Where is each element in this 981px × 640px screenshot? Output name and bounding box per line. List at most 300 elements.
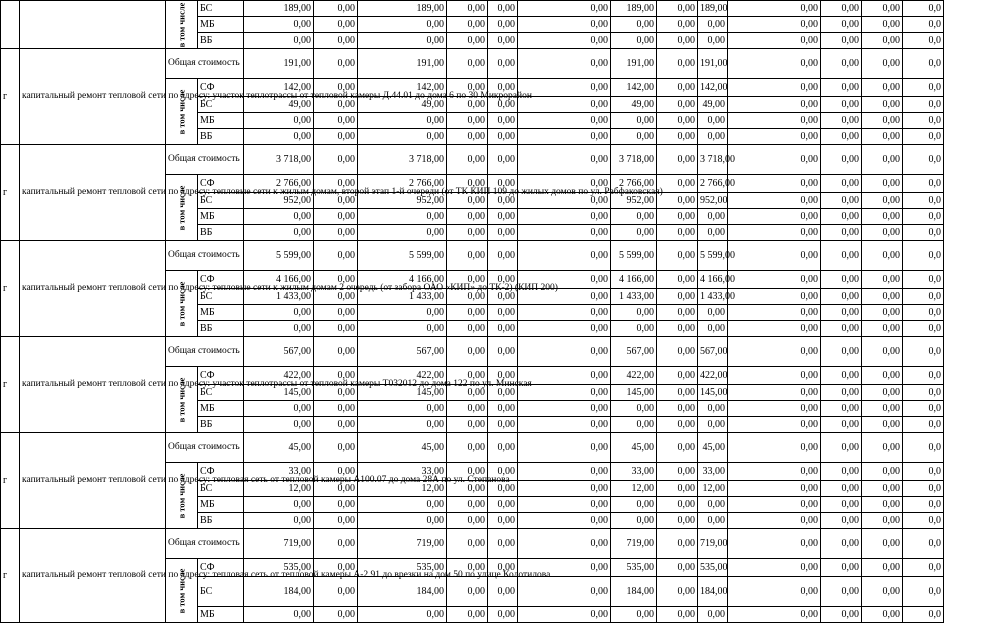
value-cell: 0,00 <box>821 113 862 129</box>
value-cell: 0,00 <box>358 33 447 49</box>
value-cell: 184,00 <box>611 577 657 607</box>
value-cell: 0,00 <box>314 209 358 225</box>
value-cell: 0,00 <box>447 193 488 209</box>
row-marker: г <box>1 145 20 241</box>
source-code-cell: МБ <box>198 607 244 623</box>
value-cell: 5 599,00 <box>611 241 657 271</box>
value-cell: 12,00 <box>611 481 657 497</box>
value-cell: 0,00 <box>657 145 698 175</box>
value-cell: 0,00 <box>821 289 862 305</box>
value-cell: 0,0 <box>903 463 944 481</box>
including-label-cell <box>166 79 198 145</box>
value-cell: 952,00 <box>358 193 447 209</box>
value-cell: 0,00 <box>821 559 862 577</box>
value-cell: 0,00 <box>657 271 698 289</box>
value-cell: 0,00 <box>358 225 447 241</box>
value-cell: 0,0 <box>903 1 944 17</box>
value-cell: 0,00 <box>358 513 447 529</box>
value-cell: 422,00 <box>611 367 657 385</box>
value-cell: 0,00 <box>862 337 903 367</box>
value-cell: 0,00 <box>488 607 518 623</box>
value-cell: 0,00 <box>314 175 358 193</box>
value-cell: 5 599,00 <box>244 241 314 271</box>
value-cell: 0,00 <box>657 481 698 497</box>
value-cell: 0,00 <box>518 401 611 417</box>
value-cell: 0,00 <box>728 385 821 401</box>
value-cell: 0,00 <box>488 433 518 463</box>
value-cell: 0,00 <box>728 513 821 529</box>
value-cell: 0,00 <box>821 129 862 145</box>
value-cell: 45,00 <box>358 433 447 463</box>
value-cell: 0,00 <box>314 241 358 271</box>
value-cell: 0,00 <box>728 497 821 513</box>
value-cell: 0,00 <box>657 513 698 529</box>
value-cell: 0,00 <box>488 97 518 113</box>
value-cell: 0,00 <box>488 79 518 97</box>
value-cell: 0,00 <box>657 175 698 193</box>
value-cell: 0,00 <box>488 49 518 79</box>
value-cell: 0,00 <box>698 17 728 33</box>
value-cell: 719,00 <box>358 529 447 559</box>
value-cell: 0,00 <box>821 385 862 401</box>
value-cell: 189,00 <box>698 1 728 17</box>
value-cell: 952,00 <box>611 193 657 209</box>
value-cell: 0,00 <box>488 401 518 417</box>
value-cell: 0,00 <box>518 129 611 145</box>
value-cell: 0,00 <box>821 209 862 225</box>
value-cell: 0,00 <box>611 401 657 417</box>
value-cell: 0,00 <box>358 321 447 337</box>
value-cell: 0,00 <box>488 481 518 497</box>
value-cell: 0,00 <box>728 417 821 433</box>
value-cell: 0,00 <box>728 577 821 607</box>
value-cell: 0,00 <box>821 305 862 321</box>
value-cell: 145,00 <box>698 385 728 401</box>
value-cell: 0,00 <box>314 129 358 145</box>
source-code-cell: ВБ <box>198 225 244 241</box>
value-cell: 0,00 <box>862 401 903 417</box>
value-cell: 0,00 <box>657 241 698 271</box>
value-cell: 0,00 <box>358 305 447 321</box>
value-cell: 535,00 <box>244 559 314 577</box>
value-cell: 49,00 <box>698 97 728 113</box>
value-cell: 535,00 <box>698 559 728 577</box>
source-code-cell: МБ <box>198 401 244 417</box>
row-marker: г <box>1 241 20 337</box>
value-cell: 0,00 <box>447 497 488 513</box>
value-cell: 0,00 <box>518 367 611 385</box>
value-cell: 189,00 <box>244 1 314 17</box>
value-cell: 0,00 <box>821 433 862 463</box>
value-cell: 0,00 <box>518 49 611 79</box>
row-marker: г <box>1 529 20 623</box>
value-cell: 0,00 <box>821 367 862 385</box>
row-marker: г <box>1 49 20 145</box>
table-row-total <box>1 49 981 79</box>
value-cell: 0,00 <box>518 497 611 513</box>
value-cell: 0,00 <box>314 577 358 607</box>
value-cell: 0,00 <box>862 209 903 225</box>
value-cell: 0,00 <box>314 417 358 433</box>
value-cell: 0,00 <box>821 17 862 33</box>
total-cost-label: Общая стоимость <box>166 433 244 463</box>
value-cell: 0,00 <box>611 497 657 513</box>
value-cell: 1 433,00 <box>358 289 447 305</box>
value-cell: 0,00 <box>657 17 698 33</box>
value-cell: 0,00 <box>862 321 903 337</box>
value-cell: 719,00 <box>244 529 314 559</box>
value-cell: 0,00 <box>611 607 657 623</box>
source-code-cell: БС <box>198 385 244 401</box>
value-cell: 0,00 <box>862 113 903 129</box>
value-cell: 0,00 <box>518 271 611 289</box>
value-cell: 422,00 <box>358 367 447 385</box>
value-cell: 567,00 <box>611 337 657 367</box>
value-cell: 0,00 <box>862 1 903 17</box>
source-code-cell: СФ <box>198 559 244 577</box>
value-cell: 142,00 <box>244 79 314 97</box>
value-cell: 0,00 <box>447 607 488 623</box>
including-label-cell <box>166 175 198 241</box>
source-code-cell: БС <box>198 481 244 497</box>
value-cell: 4 166,00 <box>244 271 314 289</box>
value-cell: 0,00 <box>821 529 862 559</box>
work-description: капитальный ремонт тепловой сети по адресу: участок теплотрассы от тепловой камеры Т032012 до дома 122 по ул. Минская <box>20 337 166 433</box>
including-label: в том числе <box>176 185 186 230</box>
value-cell: 0,00 <box>821 49 862 79</box>
value-cell: 145,00 <box>358 385 447 401</box>
value-cell: 0,00 <box>657 33 698 49</box>
value-cell: 0,00 <box>488 497 518 513</box>
value-cell: 3 718,00 <box>358 145 447 175</box>
value-cell: 0,00 <box>821 145 862 175</box>
value-cell: 0,00 <box>488 241 518 271</box>
value-cell: 0,00 <box>518 113 611 129</box>
value-cell: 1 433,00 <box>244 289 314 305</box>
value-cell: 0,00 <box>518 607 611 623</box>
value-cell: 0,00 <box>728 271 821 289</box>
value-cell: 0,00 <box>698 33 728 49</box>
value-cell: 0,0 <box>903 577 944 607</box>
value-cell: 0,00 <box>862 17 903 33</box>
value-cell: 0,00 <box>862 49 903 79</box>
value-cell: 0,00 <box>698 497 728 513</box>
value-cell: 0,00 <box>488 1 518 17</box>
value-cell: 0,00 <box>611 113 657 129</box>
value-cell: 0,0 <box>903 17 944 33</box>
value-cell: 0,00 <box>821 241 862 271</box>
value-cell: 12,00 <box>358 481 447 497</box>
value-cell: 0,00 <box>518 33 611 49</box>
source-code-cell: ВБ <box>198 321 244 337</box>
value-cell: 0,00 <box>244 497 314 513</box>
value-cell: 2 766,00 <box>698 175 728 193</box>
value-cell: 0,00 <box>862 433 903 463</box>
value-cell: 0,00 <box>358 17 447 33</box>
value-cell: 0,00 <box>518 433 611 463</box>
value-cell: 0,00 <box>728 175 821 193</box>
value-cell: 0,00 <box>518 209 611 225</box>
value-cell: 0,00 <box>518 305 611 321</box>
including-label: в том числе <box>176 377 186 422</box>
value-cell: 0,00 <box>244 209 314 225</box>
source-code-cell: МБ <box>198 17 244 33</box>
value-cell: 0,00 <box>518 529 611 559</box>
blank-cell <box>1 1 20 49</box>
value-cell: 0,00 <box>728 129 821 145</box>
value-cell: 0,00 <box>657 367 698 385</box>
value-cell: 0,00 <box>698 225 728 241</box>
value-cell: 0,00 <box>518 417 611 433</box>
value-cell: 0,0 <box>903 607 944 623</box>
value-cell: 0,00 <box>728 481 821 497</box>
value-cell: 5 599,00 <box>698 241 728 271</box>
value-cell: 0,00 <box>447 33 488 49</box>
value-cell: 0,00 <box>821 401 862 417</box>
value-cell: 0,00 <box>447 289 488 305</box>
value-cell: 0,00 <box>314 513 358 529</box>
value-cell: 0,00 <box>657 289 698 305</box>
value-cell: 0,00 <box>447 367 488 385</box>
value-cell: 0,00 <box>314 337 358 367</box>
value-cell: 0,00 <box>488 321 518 337</box>
row-marker: г <box>1 433 20 529</box>
value-cell: 422,00 <box>244 367 314 385</box>
value-cell: 0,00 <box>657 129 698 145</box>
value-cell: 0,00 <box>314 529 358 559</box>
value-cell: 191,00 <box>358 49 447 79</box>
source-code-cell: МБ <box>198 305 244 321</box>
value-cell: 0,00 <box>728 241 821 271</box>
value-cell: 0,00 <box>657 607 698 623</box>
value-cell: 0,00 <box>447 225 488 241</box>
value-cell: 0,00 <box>821 193 862 209</box>
value-cell: 0,00 <box>728 79 821 97</box>
including-label-cell <box>166 559 198 623</box>
value-cell: 145,00 <box>244 385 314 401</box>
total-cost-label: Общая стоимость <box>166 337 244 367</box>
value-cell: 0,00 <box>862 33 903 49</box>
source-code-cell: ВБ <box>198 417 244 433</box>
value-cell: 0,00 <box>447 463 488 481</box>
including-label: в том числе <box>176 89 186 134</box>
value-cell: 0,00 <box>488 271 518 289</box>
including-label-cell <box>166 271 198 337</box>
value-cell: 5 599,00 <box>358 241 447 271</box>
value-cell: 0,00 <box>447 433 488 463</box>
source-code-cell: СФ <box>198 79 244 97</box>
value-cell: 0,00 <box>447 241 488 271</box>
value-cell: 0,00 <box>358 607 447 623</box>
value-cell: 0,00 <box>244 17 314 33</box>
value-cell: 0,00 <box>611 417 657 433</box>
value-cell: 0,00 <box>314 433 358 463</box>
value-cell: 0,0 <box>903 97 944 113</box>
value-cell: 0,00 <box>821 321 862 337</box>
value-cell: 0,00 <box>314 367 358 385</box>
value-cell: 0,00 <box>447 385 488 401</box>
source-code-cell: МБ <box>198 497 244 513</box>
value-cell: 0,0 <box>903 497 944 513</box>
value-cell: 0,00 <box>314 305 358 321</box>
value-cell: 0,00 <box>447 271 488 289</box>
value-cell: 0,00 <box>728 33 821 49</box>
value-cell: 0,00 <box>862 463 903 481</box>
value-cell: 0,0 <box>903 367 944 385</box>
value-cell: 1 433,00 <box>698 289 728 305</box>
value-cell: 184,00 <box>244 577 314 607</box>
value-cell: 0,00 <box>314 463 358 481</box>
value-cell: 0,00 <box>611 225 657 241</box>
value-cell: 0,0 <box>903 175 944 193</box>
table-row-total <box>1 241 981 271</box>
value-cell: 0,00 <box>314 481 358 497</box>
table-row-total <box>1 433 981 463</box>
value-cell: 0,00 <box>447 1 488 17</box>
value-cell: 0,00 <box>728 433 821 463</box>
value-cell: 0,00 <box>244 305 314 321</box>
value-cell: 0,00 <box>314 401 358 417</box>
value-cell: 0,00 <box>314 289 358 305</box>
value-cell: 33,00 <box>358 463 447 481</box>
value-cell: 0,00 <box>518 513 611 529</box>
work-description: капитальный ремонт тепловой сети по адресу: тепловые сети к жилым домам 2 очередь (от забора ОАО «КИП» до ТК-2) (КИП 200) <box>20 241 166 337</box>
value-cell: 0,0 <box>903 433 944 463</box>
value-cell: 0,0 <box>903 145 944 175</box>
value-cell: 0,00 <box>862 193 903 209</box>
value-cell: 0,00 <box>488 305 518 321</box>
value-cell: 0,0 <box>903 271 944 289</box>
table-row <box>1 1 981 17</box>
value-cell: 0,00 <box>862 241 903 271</box>
value-cell: 0,00 <box>657 79 698 97</box>
value-cell: 0,00 <box>728 145 821 175</box>
value-cell: 0,00 <box>447 417 488 433</box>
value-cell: 0,00 <box>488 17 518 33</box>
value-cell: 0,00 <box>862 497 903 513</box>
value-cell: 0,00 <box>358 113 447 129</box>
value-cell: 0,00 <box>862 513 903 529</box>
total-cost-label: Общая стоимость <box>166 241 244 271</box>
value-cell: 0,00 <box>518 97 611 113</box>
value-cell: 0,00 <box>447 209 488 225</box>
value-cell: 0,00 <box>447 481 488 497</box>
value-cell: 0,00 <box>728 289 821 305</box>
value-cell: 0,00 <box>862 289 903 305</box>
value-cell: 0,00 <box>244 33 314 49</box>
value-cell: 0,00 <box>657 209 698 225</box>
value-cell: 0,00 <box>728 337 821 367</box>
value-cell: 0,00 <box>862 79 903 97</box>
value-cell: 0,00 <box>821 33 862 49</box>
value-cell: 0,00 <box>488 367 518 385</box>
value-cell: 0,00 <box>862 129 903 145</box>
value-cell: 4 166,00 <box>698 271 728 289</box>
value-cell: 0,00 <box>314 193 358 209</box>
value-cell: 0,00 <box>518 559 611 577</box>
value-cell: 0,0 <box>903 289 944 305</box>
value-cell: 0,00 <box>447 305 488 321</box>
value-cell: 0,0 <box>903 385 944 401</box>
value-cell: 0,00 <box>314 33 358 49</box>
value-cell: 0,00 <box>611 305 657 321</box>
value-cell: 0,00 <box>728 607 821 623</box>
source-code-cell: ВБ <box>198 513 244 529</box>
including-label: в том числе <box>176 568 186 613</box>
value-cell: 2 766,00 <box>611 175 657 193</box>
value-cell: 0,0 <box>903 337 944 367</box>
value-cell: 0,00 <box>244 113 314 129</box>
value-cell: 0,00 <box>862 97 903 113</box>
value-cell: 0,00 <box>728 113 821 129</box>
value-cell: 3 718,00 <box>611 145 657 175</box>
value-cell: 0,00 <box>862 145 903 175</box>
value-cell: 0,00 <box>518 385 611 401</box>
value-cell: 0,00 <box>862 607 903 623</box>
value-cell: 535,00 <box>611 559 657 577</box>
work-description: капитальный ремонт тепловой сети по адресу: тепловая сеть от тепловой камеры А100.07 до дома 28А по ул. Степанова <box>20 433 166 529</box>
value-cell: 0,00 <box>447 129 488 145</box>
value-cell: 0,00 <box>488 175 518 193</box>
value-cell: 0,0 <box>903 559 944 577</box>
value-cell: 0,0 <box>903 529 944 559</box>
value-cell: 0,00 <box>821 225 862 241</box>
value-cell: 952,00 <box>698 193 728 209</box>
value-cell: 189,00 <box>358 1 447 17</box>
value-cell: 0,00 <box>728 529 821 559</box>
value-cell: 2 766,00 <box>244 175 314 193</box>
value-cell: 0,00 <box>862 385 903 401</box>
value-cell: 4 166,00 <box>611 271 657 289</box>
including-label: в том числе <box>176 473 186 518</box>
value-cell: 0,00 <box>728 321 821 337</box>
value-cell: 0,0 <box>903 401 944 417</box>
value-cell: 0,00 <box>488 463 518 481</box>
value-cell: 0,00 <box>821 577 862 607</box>
value-cell: 0,00 <box>698 607 728 623</box>
value-cell: 0,00 <box>728 17 821 33</box>
value-cell: 145,00 <box>611 385 657 401</box>
value-cell: 142,00 <box>698 79 728 97</box>
value-cell: 142,00 <box>358 79 447 97</box>
table-row-total <box>1 337 981 367</box>
value-cell: 0,00 <box>488 529 518 559</box>
source-code-cell: БС <box>198 193 244 209</box>
value-cell: 0,00 <box>518 481 611 497</box>
value-cell: 0,00 <box>698 113 728 129</box>
value-cell: 0,00 <box>821 1 862 17</box>
including-label-cell <box>166 1 198 49</box>
value-cell: 0,00 <box>314 1 358 17</box>
value-cell: 0,00 <box>244 225 314 241</box>
value-cell: 0,00 <box>358 497 447 513</box>
value-cell: 0,00 <box>821 481 862 497</box>
value-cell: 0,00 <box>447 79 488 97</box>
value-cell: 0,00 <box>728 463 821 481</box>
value-cell: 0,00 <box>488 289 518 305</box>
value-cell: 0,00 <box>518 79 611 97</box>
source-code-cell: СФ <box>198 175 244 193</box>
value-cell: 0,00 <box>821 513 862 529</box>
source-code-cell: СФ <box>198 463 244 481</box>
value-cell: 0,00 <box>698 401 728 417</box>
value-cell: 0,00 <box>657 385 698 401</box>
value-cell: 0,00 <box>657 559 698 577</box>
value-cell: 0,00 <box>821 79 862 97</box>
source-code-cell: СФ <box>198 271 244 289</box>
value-cell: 0,0 <box>903 129 944 145</box>
value-cell: 0,00 <box>611 129 657 145</box>
